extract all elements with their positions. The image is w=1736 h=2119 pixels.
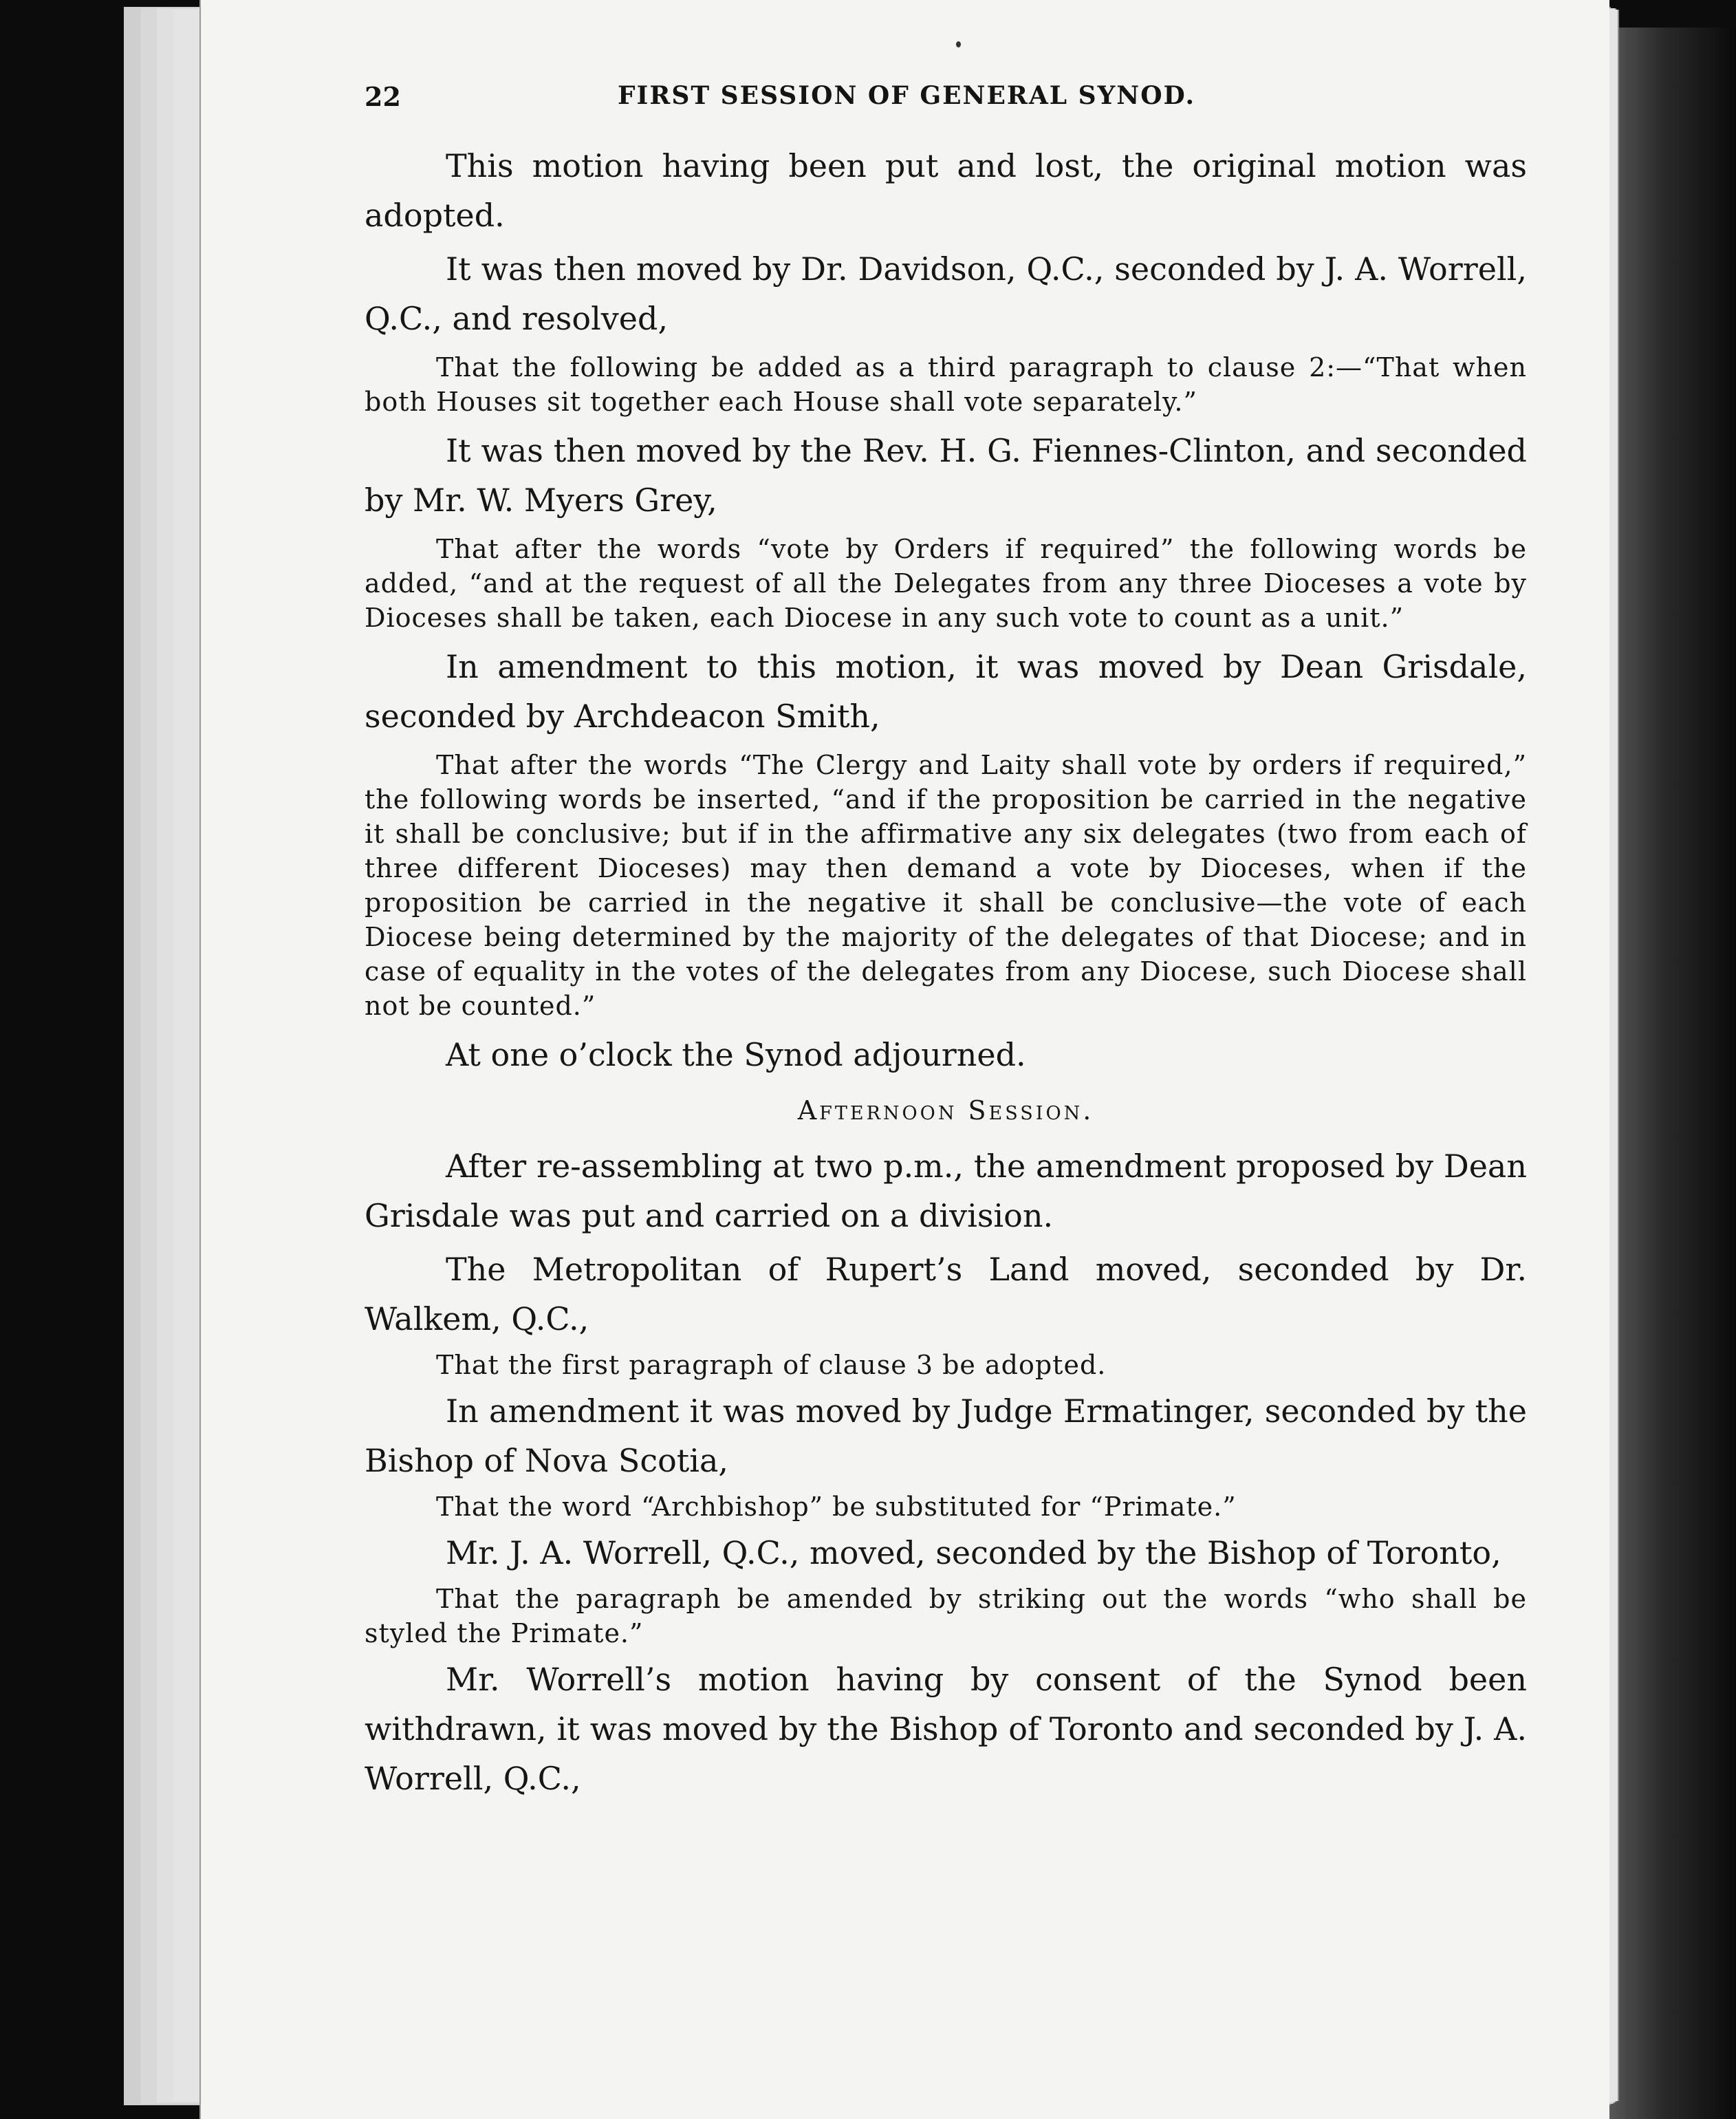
page-number: 22 (365, 81, 401, 112)
paragraph: In amendment it was moved by Judge Ermatinger, seconded by the Bishop of Nova Scotia, (365, 1392, 1527, 1479)
book-spine-shadow (1603, 28, 1736, 2119)
paragraph: This motion having been put and lost, the original motion was adopted. (365, 147, 1527, 234)
section-heading: Afternoon Session. (797, 1095, 1094, 1126)
running-head: FIRST SESSION OF GENERAL SYNOD. (618, 81, 1196, 110)
page-body (365, 141, 1527, 1803)
quoted-resolution: That the word “Archbishop” be substituted for “Primate.” (436, 1492, 1237, 1522)
paragraph: The Metropolitan of Rupert’s Land moved, seconded by Dr. Walkem, Q.C., (365, 1251, 1527, 1337)
quoted-resolution: That the first paragraph of clause 3 be adopted. (436, 1350, 1107, 1380)
paragraph: Mr. Worrell’s motion having by consent of the Synod been withdrawn, it was moved by the Bishop of Toronto and seconded by J. A. Worrell, Q.C., (365, 1661, 1527, 1797)
quoted-resolution: That the paragraph be amended by striking out the words “who shall be styled the Primate.” (365, 1584, 1527, 1648)
paragraph: At one o’clock the Synod adjourned. (446, 1036, 1026, 1073)
quoted-resolution: That after the words “The Clergy and Laity shall vote by orders if required,” the following words be inserted, “and if the proposition be carried in the negative it shall be conclusive; but if in the affirmative any six delegates (two from each of three different Dioceses) may then demand a vote by Dioceses, when if the proposition be carried in the negative it shall be conclusive—the vote of each Diocese being determined by the majority of the delegates of that Diocese; and in case of equality in the votes of the delegates from any Diocese, such Diocese shall not be counted.” (365, 750, 1527, 1021)
paragraph: After re-assembling at two p.m., the amendment proposed by Dean Grisdale was put and carried on a division. (365, 1148, 1527, 1234)
quoted-resolution: That after the words “vote by Orders if required” the following words be added, “and at the request of all the Delegates from any three Dioceses a vote by Dioceses shall be taken, each Diocese in any such vote to count as a unit.” (365, 534, 1527, 633)
quoted-resolution: That the following be added as a third paragraph to clause 2:—“That when both Houses sit together each House shall vote separately.” (365, 352, 1527, 417)
paragraph: It was then moved by the Rev. H. G. Fiennes-Clinton, and seconded by Mr. W. Myers Grey, (365, 432, 1527, 519)
ink-speck (956, 41, 961, 47)
paragraph: In amendment to this motion, it was moved by Dean Grisdale, seconded by Archdeacon Smith, (365, 648, 1527, 735)
paragraph: It was then moved by Dr. Davidson, Q.C., seconded by J. A. Worrell, Q.C., and resolved, (365, 250, 1527, 337)
page-header (365, 81, 1534, 116)
paragraph: Mr. J. A. Worrell, Q.C., moved, seconded by the Bishop of Toronto, (446, 1534, 1501, 1571)
